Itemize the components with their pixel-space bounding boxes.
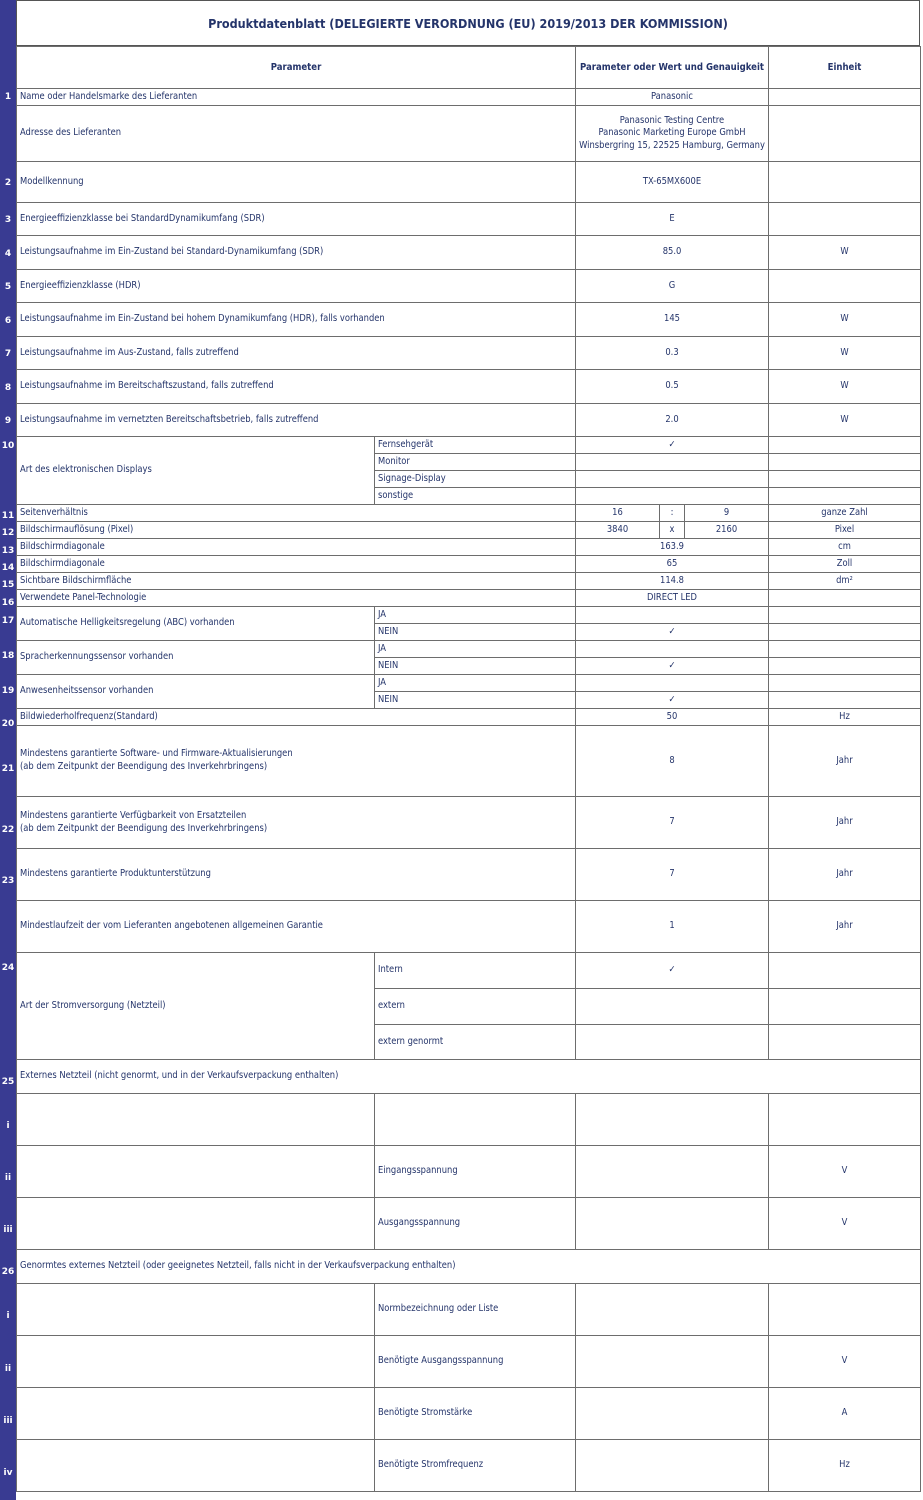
table-row	[17, 522, 921, 539]
table-row	[17, 797, 921, 849]
table-row	[17, 556, 921, 573]
address-cell	[576, 106, 769, 162]
row-label: Benötigte Stromstärke	[375, 1388, 576, 1440]
row-unit: Hz	[769, 1440, 921, 1492]
row-label: Mindestlaufzeit der vom Lieferanten angebotenen allgemeinen Garantie	[17, 901, 576, 953]
row-unit: Jahr	[769, 901, 921, 953]
row-label: Bildschirmauflösung (Pixel)	[17, 522, 576, 539]
table-row	[17, 849, 921, 901]
table-row	[17, 1388, 921, 1440]
table-row	[17, 675, 921, 692]
row-unit: V	[769, 1146, 921, 1198]
row-label: Energieeffizienzklasse (HDR)	[17, 270, 576, 303]
row-label: Verwendete Panel-Technologie	[17, 590, 576, 607]
table-row	[17, 1094, 921, 1146]
row-value: TX-65MX600E	[576, 162, 769, 203]
row-label: Leistungsaufnahme im Ein-Zustand bei hohem Dynamikumfang (HDR), falls vorhanden	[17, 303, 576, 337]
row-number: iv	[3, 1468, 13, 1478]
row-number: 18	[1, 651, 15, 661]
row-value: G	[576, 270, 769, 303]
option-label: extern genormt	[375, 1025, 576, 1060]
aspect-sep: :	[660, 505, 685, 522]
address-line: Panasonic Testing Centre	[619, 114, 725, 126]
row-number: 12	[1, 528, 15, 538]
table-row	[17, 505, 921, 522]
checkmark: ✓	[576, 624, 769, 641]
row-value: 85.0	[576, 236, 769, 270]
checkmark: ✓	[576, 953, 769, 989]
table-row	[17, 370, 921, 404]
table-row	[17, 1336, 921, 1388]
table-row	[17, 539, 921, 556]
table-row	[17, 1198, 921, 1250]
row-unit: W	[769, 370, 921, 404]
option-label: JA	[375, 641, 576, 658]
section-label: Externes Netzteil (nicht genormt, und in der Verkaufsverpackung enthalten)	[17, 1060, 921, 1094]
row-unit: W	[769, 236, 921, 270]
row-number: 6	[4, 316, 12, 326]
option-label: JA	[375, 607, 576, 624]
row-value: E	[576, 203, 769, 236]
table-row	[17, 726, 921, 797]
row-number: 10	[1, 441, 15, 451]
table-row	[17, 437, 921, 454]
row-label: Adresse des Lieferanten	[17, 106, 576, 162]
row-label: Bildschirmdiagonale	[17, 556, 576, 573]
row-number: 2	[4, 178, 12, 188]
table-row	[17, 953, 921, 989]
row-label: Sichtbare Bildschirmfläche	[17, 573, 576, 590]
row-unit: A	[769, 1388, 921, 1440]
header-value: Parameter oder Wert und Genauigkeit	[576, 47, 769, 89]
header-unit: Einheit	[769, 47, 921, 89]
option-label: NEIN	[375, 658, 576, 675]
row-number: i	[6, 1121, 10, 1131]
label-line: Mindestens garantierte Verfügbarkeit von Ersatzteilen	[20, 809, 247, 821]
row-number: 3	[4, 215, 12, 225]
checkmark: ✓	[576, 692, 769, 709]
checkmark: ✓	[576, 658, 769, 675]
row-value: 7	[576, 797, 769, 849]
row-number: 4	[4, 249, 12, 259]
table-row	[17, 270, 921, 303]
table-row	[17, 607, 921, 624]
label-line: (ab dem Zeitpunkt der Beendigung des Inverkehrbringens)	[20, 822, 268, 834]
row-label: Art des elektronischen Displays	[17, 437, 375, 505]
section-label: Genormtes externes Netzteil (oder geeignetes Netzteil, falls nicht in der Verkaufsverpackung enthalten)	[17, 1250, 921, 1284]
row-value: 0.3	[576, 337, 769, 370]
row-value: 65	[576, 556, 769, 573]
row-label: Name oder Handelsmarke des Lieferanten	[17, 89, 576, 106]
row-label: Energieeffizienzklasse bei StandardDynamikumfang (SDR)	[17, 203, 576, 236]
row-number: 19	[1, 686, 15, 696]
row-label: Leistungsaufnahme im Bereitschaftszustand, falls zutreffend	[17, 370, 576, 404]
row-label: Leistungsaufnahme im vernetzten Bereitschaftsbetrieb, falls zutreffend	[17, 404, 576, 437]
row-value: 8	[576, 726, 769, 797]
row-number: 21	[1, 764, 15, 774]
address-line: Panasonic Marketing Europe GmbH	[598, 127, 746, 139]
row-label: Benötigte Ausgangsspannung	[375, 1336, 576, 1388]
row-number: 13	[1, 546, 15, 556]
row-number: 17	[1, 616, 15, 626]
row-label: Mindestens garantierte Produktunterstützung	[17, 849, 576, 901]
row-unit: ganze Zahl	[769, 505, 921, 522]
row-number: ii	[4, 1173, 12, 1183]
row-number: iii	[3, 1416, 13, 1426]
row-unit: Hz	[769, 709, 921, 726]
row-number: 22	[1, 825, 15, 835]
header-parameter: Parameter	[17, 47, 576, 89]
header-row	[17, 47, 921, 89]
table-row	[17, 203, 921, 236]
row-number: iii	[3, 1225, 13, 1235]
row-label: Automatische Helligkeitsregelung (ABC) vorhanden	[17, 607, 375, 641]
row-value: 0.5	[576, 370, 769, 404]
table-row	[17, 303, 921, 337]
row-label: Eingangsspannung	[375, 1146, 576, 1198]
resolution-a: 3840	[576, 522, 660, 539]
row-unit: Jahr	[769, 849, 921, 901]
option-label: Signage-Display	[375, 471, 576, 488]
row-number-bar	[0, 0, 16, 1500]
row-label: Leistungsaufnahme im Ein-Zustand bei Standard-Dynamikumfang (SDR)	[17, 236, 576, 270]
row-number: 24	[1, 963, 15, 973]
row-unit: dm²	[769, 573, 921, 590]
aspect-b: 9	[685, 505, 769, 522]
row-unit: Pixel	[769, 522, 921, 539]
row-value: 1	[576, 901, 769, 953]
table-row	[17, 162, 921, 203]
row-value: DIRECT LED	[576, 590, 769, 607]
row-unit: V	[769, 1336, 921, 1388]
row-label: Anwesenheitssensor vorhanden	[17, 675, 375, 709]
row-number: 9	[4, 416, 12, 426]
row-number: 14	[1, 563, 15, 573]
table-row	[17, 573, 921, 590]
row-number: 15	[1, 580, 15, 590]
table-row	[17, 404, 921, 437]
section-row	[17, 1060, 921, 1094]
row-value: 50	[576, 709, 769, 726]
label-line: Mindestens garantierte Software- und Firmware-Aktualisierungen	[20, 748, 293, 760]
aspect-a: 16	[576, 505, 660, 522]
address-line: Winsbergring 15, 22525 Hamburg, Germany	[579, 139, 765, 151]
row-label: Normbezeichnung oder Liste	[375, 1284, 576, 1336]
row-number: 26	[1, 1267, 15, 1277]
row-number: 11	[1, 511, 15, 521]
checkmark: ✓	[576, 437, 769, 454]
option-label: JA	[375, 675, 576, 692]
row-value: 163.9	[576, 539, 769, 556]
option-label: Intern	[375, 953, 576, 989]
row-label: Benötigte Stromfrequenz	[375, 1440, 576, 1492]
row-number: 1	[4, 92, 12, 102]
option-label: NEIN	[375, 692, 576, 709]
data-table	[16, 46, 921, 1492]
table-row	[17, 1440, 921, 1492]
row-number: 5	[4, 282, 12, 292]
row-number: ii	[4, 1364, 12, 1374]
sheet-title: Produktdatenblatt (DELEGIERTE VERORDNUNG (EU) 2019/2013 DER KOMMISSION)	[16, 0, 920, 46]
table-row	[17, 709, 921, 726]
table-row	[17, 1284, 921, 1336]
label-line: (ab dem Zeitpunkt der Beendigung des Inverkehrbringens)	[20, 761, 268, 772]
row-number: 16	[1, 598, 15, 608]
row-unit: W	[769, 404, 921, 437]
row-value: 2.0	[576, 404, 769, 437]
row-value: 7	[576, 849, 769, 901]
table-row	[17, 901, 921, 953]
resolution-sep: x	[660, 522, 685, 539]
row-label: Leistungsaufnahme im Aus-Zustand, falls zutreffend	[17, 337, 576, 370]
option-label: NEIN	[375, 624, 576, 641]
table-row	[17, 106, 921, 162]
row-unit: cm	[769, 539, 921, 556]
row-unit: W	[769, 337, 921, 370]
row-label	[17, 726, 576, 797]
row-label: Ausgangsspannung	[375, 1198, 576, 1250]
row-label: Spracherkennungssensor vorhanden	[17, 641, 375, 675]
row-value: Panasonic	[576, 89, 769, 106]
row-number: 7	[4, 349, 12, 359]
option-label: extern	[375, 989, 576, 1025]
row-number: 23	[1, 876, 15, 886]
table-row	[17, 1146, 921, 1198]
table-row	[17, 236, 921, 270]
table-row	[17, 337, 921, 370]
row-unit: Zoll	[769, 556, 921, 573]
row-label: Art der Stromversorgung (Netzteil)	[17, 953, 375, 1060]
option-label: Fernsehgerät	[375, 437, 576, 454]
row-unit: Jahr	[769, 797, 921, 849]
row-number: 20	[1, 719, 15, 729]
row-label	[17, 797, 576, 849]
row-value: 114.8	[576, 573, 769, 590]
table-row	[17, 590, 921, 607]
resolution-b: 2160	[685, 522, 769, 539]
option-label: Monitor	[375, 454, 576, 471]
row-label: Seitenverhältnis	[17, 505, 576, 522]
row-label: Modellkennung	[17, 162, 576, 203]
table-row	[17, 641, 921, 658]
row-label: Bildwiederholfrequenz(Standard)	[17, 709, 576, 726]
row-value: 145	[576, 303, 769, 337]
row-label: Bildschirmdiagonale	[17, 539, 576, 556]
option-label: sonstige	[375, 488, 576, 505]
row-unit: V	[769, 1198, 921, 1250]
row-number: 8	[4, 383, 12, 393]
row-number: i	[6, 1311, 10, 1321]
table-row	[17, 89, 921, 106]
section-row	[17, 1250, 921, 1284]
row-unit: Jahr	[769, 726, 921, 797]
row-unit: W	[769, 303, 921, 337]
row-number: 25	[1, 1077, 15, 1087]
